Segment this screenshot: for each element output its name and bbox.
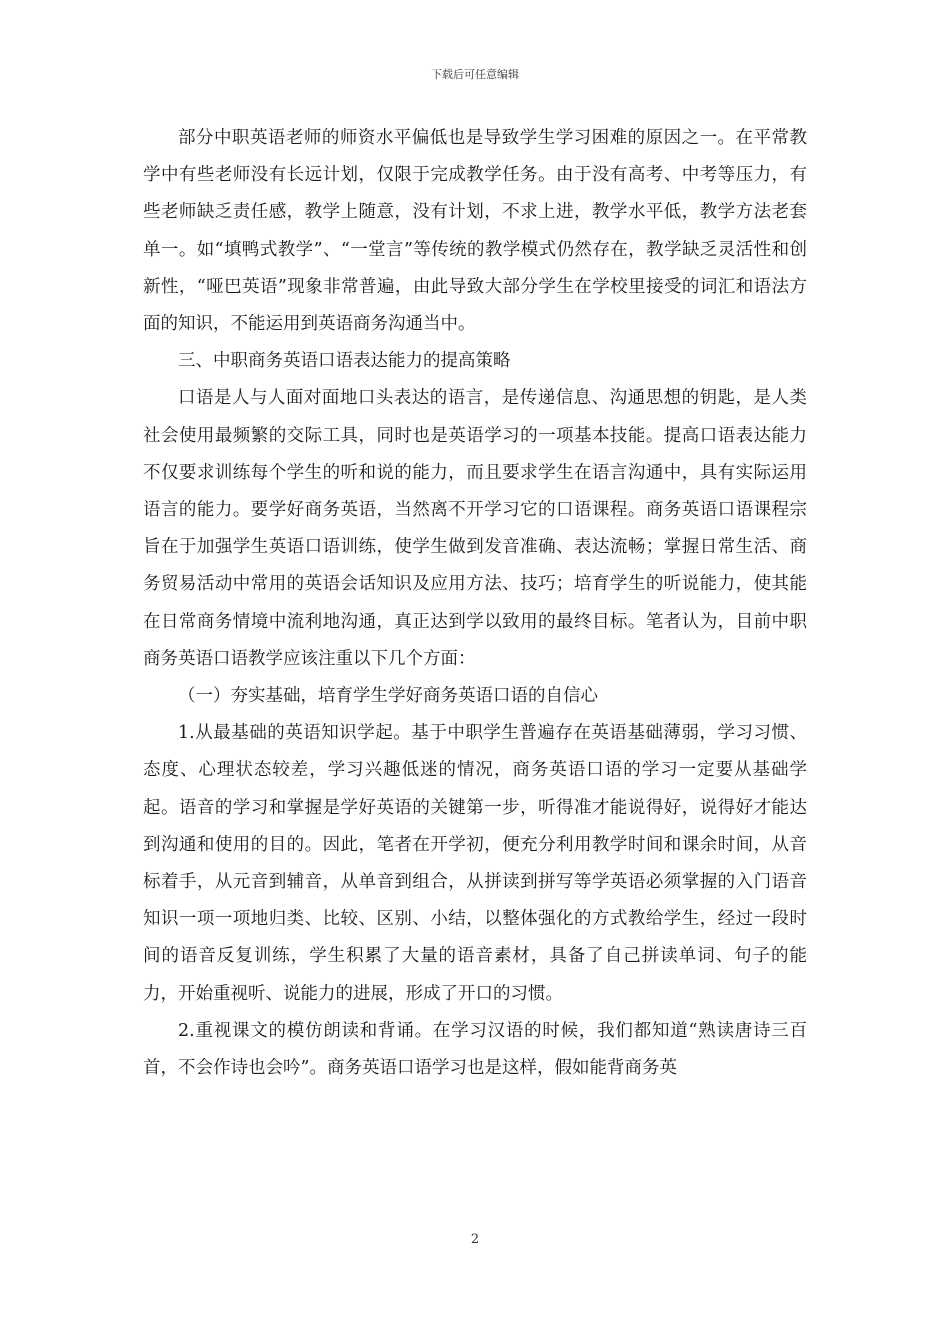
subsection-heading: （一）夯实基础，培育学生学好商务英语口语的自信心 [178, 686, 598, 707]
paragraph: 2.重视课文的模仿朗读和背诵。在学习汉语的时候，我们都知道“熟读唐诗三百首，不会作诗也会吟”。商务英语口语学习也是这样，假如能背商务英 [143, 1020, 807, 1079]
document-body [143, 120, 807, 1087]
paragraph: 部分中职英语老师的师资水平偏低也是导致学生学习困难的原因之一。在平常教学中有些老师没有长远计划，仅限于完成教学任务。由于没有高考、中考等压力，有些老师缺乏责任感，教学上随意，没有计划，不求上进，教学水平低，教学方法老套单一。如“填鸭式教学”、“一堂言”等传统的教学模式仍然存在，教学缺乏灵活性和创新性，“哑巴英语”现象非常普遍，由此导致大部分学生在学校里接受的词汇和语法方面的知识，不能运用到英语商务沟通当中。 [143, 128, 807, 335]
paragraph: 1.从最基础的英语知识学起。基于中职学生普遍存在英语基础薄弱，学习习惯、态度、心理状态较差，学习兴趣低迷的情况，商务英语口语的学习一定要从基础学起。语音的学习和掌握是学好英语的关键第一步，听得准才能说得好，说得好才能达到沟通和使用的目的。因此，笔者在开学初，便充分利用教学时间和课余时间，从音标着手，从元音到辅音，从单音到组合，从拼读到拼写等学英语必须掌握的入门语音知识一项一项地归类、比较、区别、小结，以整体强化的方式教给学生，经过一段时间的语音反复训练，学生积累了大量的语音素材，具备了自己拼读单词、句子的能力，开始重视听、说能力的进展，形成了开口的习惯。 [143, 723, 807, 1004]
page-number: 2 [470, 1232, 480, 1247]
page-header: 下载后可任意编辑 [431, 68, 519, 81]
section-heading: 三、中职商务英语口语表达能力的提高策略 [178, 351, 511, 372]
paragraph: 口语是人与人面对面地口头表达的语言，是传递信息、沟通思想的钥匙，是人类社会使用最频繁的交际工具，同时也是英语学习的一项基本技能。提高口语表达能力不仅要求训练每个学生的听和说的能力，而且要求学生在语言沟通中，具有实际运用语言的能力。要学好商务英语，当然离不开学习它的口语课程。商务英语口语课程宗旨在于加强学生英语口语训练，使学生做到发音准确、表达流畅；掌握日常生活、商务贸易活动中常用的英语会话知识及应用方法、技巧；培育学生的听说能力，使其能在日常商务情境中流利地沟通，真正达到学以致用的最终目标。笔者认为，目前中职商务英语口语教学应该注重以下几个方面： [143, 388, 807, 669]
